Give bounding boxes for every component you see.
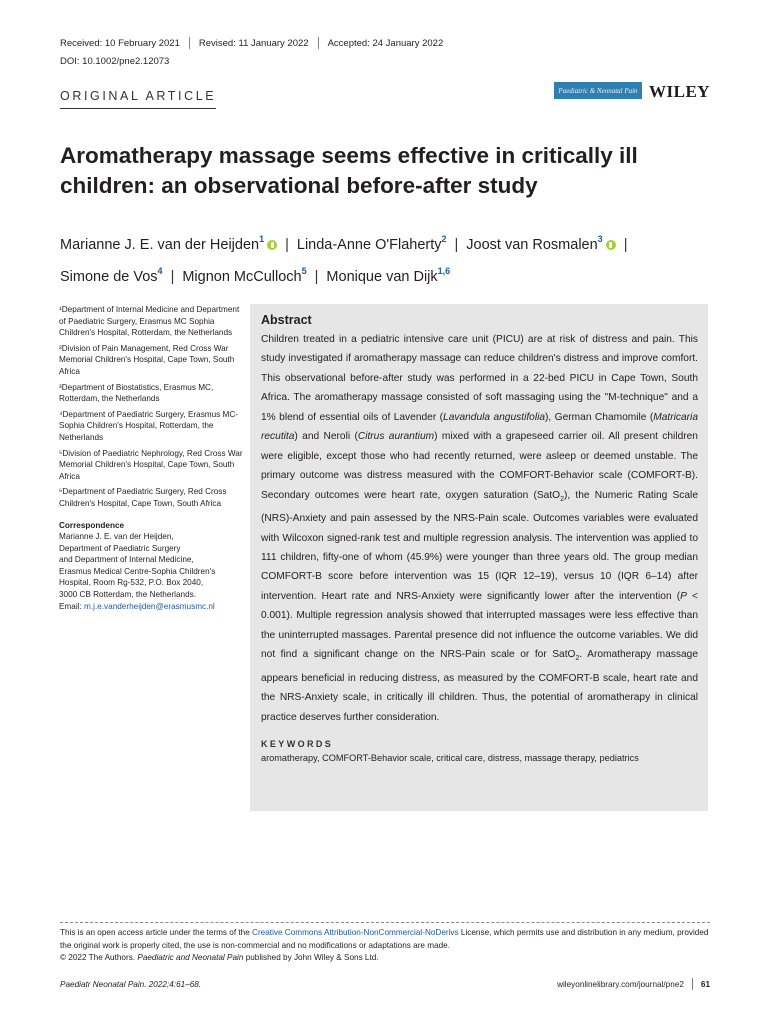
received-date: Received: 10 February 2021: [60, 37, 180, 49]
citation: Paediatr Neonatal Pain. 2022;4:61–68.: [60, 979, 202, 989]
correspondence-line: 3000 CB Rotterdam, the Netherlands.: [59, 590, 196, 600]
journal-logo: Paediatric & Neonatal Pain: [554, 82, 642, 99]
correspondence-line: Department of Paediatric Surgery: [59, 543, 181, 553]
keywords-heading: KEYWORDS: [261, 739, 334, 750]
author-name[interactable]: Simone de Vos: [60, 269, 158, 285]
author-list: [60, 226, 720, 290]
license-link[interactable]: Creative Commons Attribution-NonCommercial-NoDerivs: [252, 928, 459, 937]
license-segment: This is an open access article under the terms of the: [60, 928, 253, 937]
article-dates: [60, 37, 443, 49]
divider: [318, 37, 319, 49]
author-separator: |: [170, 269, 175, 285]
correspondence-email-line: [59, 601, 244, 613]
copyright-line: [60, 952, 710, 965]
subscript: 2: [560, 495, 564, 503]
correspondence-heading: Correspondence: [59, 520, 125, 530]
copyright-segment: © 2022 The Authors.: [60, 953, 138, 963]
abstract-segment: ) and Neroli (: [294, 431, 358, 443]
journal-url[interactable]: wileyonlinelibrary.com/journal/pne2: [557, 979, 684, 989]
page-number: 61: [700, 979, 710, 989]
abstract-box: [250, 304, 708, 811]
author-name[interactable]: Mignon McCulloch: [182, 269, 302, 285]
license-notice: [60, 927, 710, 965]
p-value-symbol: P: [680, 590, 687, 602]
publisher-logo: WILEY: [649, 82, 711, 101]
footer-divider: [60, 922, 710, 923]
abstract-segment: ) mixed with a grapeseed carrier oil. All present children were eligible, except those who had recently returned, were asleep or deemed unstable. The primary outcome was distress measured with the COMFORT-Behavior scale (COMFORT-B). Secondary outcomes were heart rate, oxygen saturation (SatO: [261, 431, 698, 501]
affiliation-marker: 2: [441, 234, 447, 244]
affiliation-marker: 1,6: [437, 266, 451, 276]
abstract-segment: ), German Chamomile (: [545, 411, 654, 423]
author-name[interactable]: Monique van Dijk: [326, 269, 438, 285]
author-name[interactable]: Marianne J. E. van der Heijden: [60, 237, 260, 253]
license-text: [60, 927, 710, 952]
revised-date: Revised: 11 January 2022: [198, 37, 309, 49]
affiliation: ⁴Department of Paediatric Surgery, Erasmus MC-Sophia Children's Hospital, Rotterdam, the Netherlands: [59, 409, 239, 442]
affiliation: ¹Department of Internal Medicine and Department of Paediatric Surgery, Erasmus MC Sophia Children's Hospital, Rotterdam, the Netherlands: [59, 305, 240, 338]
accepted-date: Accepted: 24 January 2022: [327, 37, 444, 49]
author-name[interactable]: Joost van Rosmalen: [466, 237, 598, 253]
article-title: Aromatherapy massage seems effective in critically ill children: an observational before-after study: [60, 143, 638, 198]
affiliation-marker: 3: [597, 234, 603, 244]
orcid-icon[interactable]: [606, 240, 616, 250]
doi[interactable]: DOI: 10.1002/pne2.12073: [60, 56, 170, 67]
author-separator: |: [285, 237, 289, 253]
email-link[interactable]: m.j.e.vanderheijden@erasmusmc.nl: [84, 601, 215, 611]
affiliation-marker: 5: [301, 266, 307, 276]
correspondence-line: and Department of Internal Medicine,: [59, 555, 194, 565]
abstract-segment: < 0.001). Multiple regression analysis showed that interrupted massages were less effective than the uninterrupted massages. Parental presence did not influence the outcome variables. We did not find a significant change on the NRS-Pain scale or for SatO: [261, 590, 698, 661]
article-type-label: ORIGINAL ARTICLE: [60, 89, 216, 109]
affiliation-marker: 4: [157, 266, 163, 276]
divider: [692, 978, 693, 990]
keywords-list: aromatherapy, COMFORT-Behavior scale, critical care, distress, massage therapy, pediatrics: [261, 753, 639, 764]
footer-right: [557, 978, 710, 990]
abstract-text: [261, 330, 698, 727]
correspondence-line: Erasmus Medical Centre-Sophia Children's: [59, 566, 216, 576]
author-separator: |: [623, 237, 628, 253]
divider: [189, 37, 190, 49]
affiliation: ⁶Department of Paediatric Surgery, Red Cross Children's Hospital, Cape Town, South Africa: [59, 487, 227, 508]
affiliation-marker: 1: [259, 234, 265, 244]
orcid-icon[interactable]: [267, 240, 277, 250]
license-segment: License, which permits use and distribution in any medium, provided the original work is properly cited, the use is non-commercial and no modifications or adaptations are made.: [60, 928, 709, 950]
species-name: Matricaria recutita: [261, 411, 698, 443]
abstract-segment: Children treated in a pediatric intensive care unit (PICU) are at risk of distress and pain. This study investigated if aromatherapy massage can reduce children's distress and improve comfort. This observational before-after study was performed in a 22-bed PICU in Cape Town, South Africa. The aromatherapy massage consisted of soft massaging using the "M-technique" and a 1% blend of essential oils of Lavender (: [261, 334, 698, 423]
species-name: Lavandula angustifolia: [443, 411, 546, 423]
affiliation: ⁵Division of Paediatric Nephrology, Red Cross War Memorial Children's Hospital, Cape Town, South Africa: [59, 448, 243, 481]
journal-name: Paediatric and Neonatal Pain: [137, 953, 244, 963]
author-name[interactable]: Linda-Anne O'Flaherty: [296, 237, 442, 253]
email-label: Email:: [59, 601, 85, 611]
abstract-segment: . Aromatherapy massage appears beneficial in reducing distress, as measured by the COMFORT-B scale, heart rate and the NRS-Anxiety scale, in critically ill children. Thus, the potential of aromatherapy in clinical practice deserves further consideration.: [261, 649, 698, 723]
page-footer: [60, 978, 710, 990]
species-name: Citrus aurantium: [357, 431, 435, 443]
copyright-segment: published by John Wiley & Sons Ltd.: [243, 953, 379, 963]
correspondence-line: Hospital, Room Rg-532, P.O. Box 2040,: [59, 578, 204, 588]
affiliations-column: [59, 304, 244, 612]
abstract-heading: Abstract: [261, 313, 312, 327]
affiliation: ²Division of Pain Management, Red Cross War Memorial Children's Hospital, Cape Town, South Africa: [59, 343, 235, 376]
author-separator: |: [314, 269, 319, 285]
correspondence-line: Marianne J. E. van der Heijden,: [59, 532, 174, 542]
affiliation: ³Department of Biostatistics, Erasmus MC, Rotterdam, the Netherlands: [59, 382, 214, 404]
abstract-segment: ), the Numeric Rating Scale (NRS)-Anxiety and pain assessed by the NRS-Pain scale. Outcomes variables were evaluated with Wilcoxon signed-rank test and multiple regression analysis. The intervention was applied to 111 children, fifty-one of whom (45.9%) were younger than three years old. The group median COMFORT-B score before intervention was 15 (IQR 12–19), versus 10 (IQR 6–14) after intervention. Heart rate and NRS-Anxiety were significantly lower after the intervention (: [261, 489, 698, 602]
subscript: 2: [575, 655, 580, 663]
author-separator: |: [454, 237, 459, 253]
